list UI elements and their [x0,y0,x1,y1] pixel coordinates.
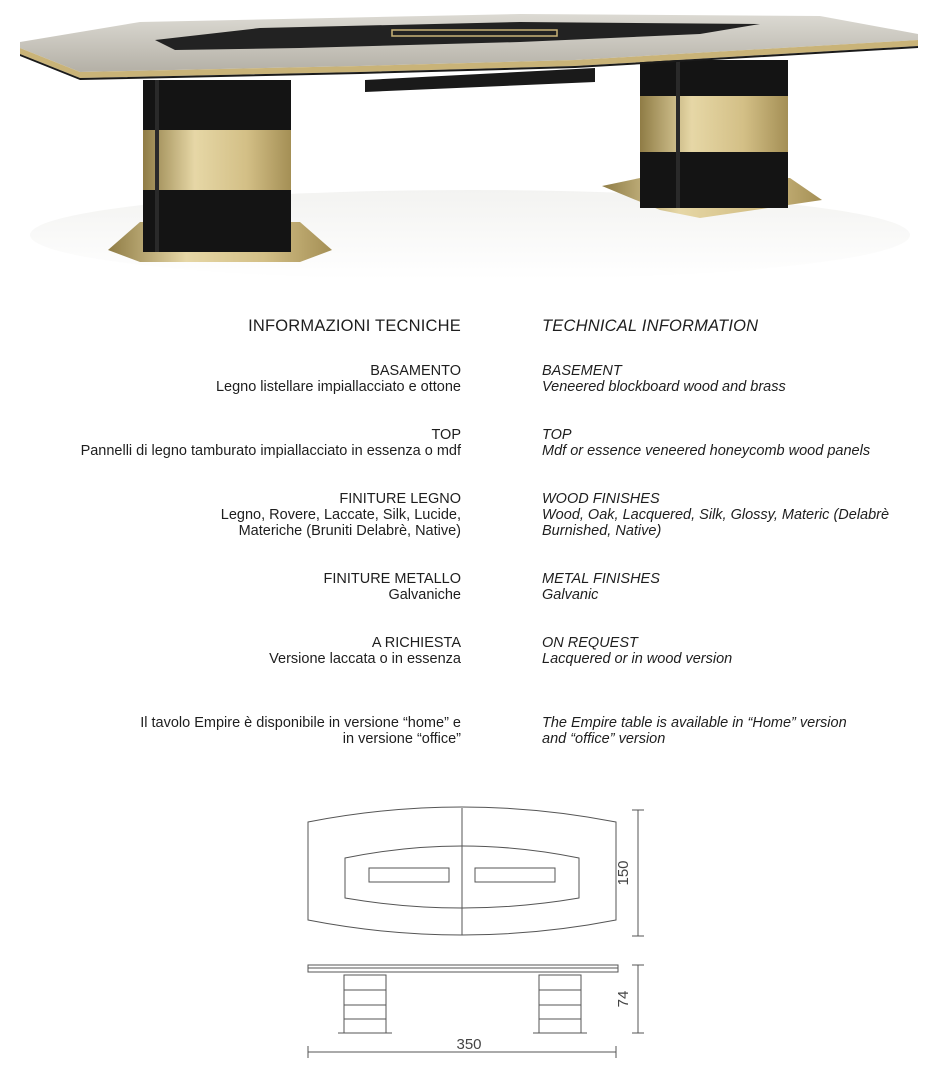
spec-value: Wood, Oak, Lacquered, Silk, Glossy, Materic (Delabrè [542,507,890,523]
spec-label: FINITURE METALLO [323,571,461,587]
spec-value: Materiche (Bruniti Delabrè, Native) [238,523,461,539]
italian-heading: INFORMAZIONI TECNICHE [248,317,461,335]
spec-label: METAL FINISHES [542,571,660,587]
spec-label: TOP [431,427,461,443]
plan-view-cutout-left [369,868,449,882]
spec-value: Burnished, Native) [542,523,662,539]
plan-view-cutout-right [475,868,555,882]
spec-label: A RICHIESTA [371,635,461,651]
english-heading: TECHNICAL INFORMATION [542,317,759,335]
spec-label: FINITURE LEGNO [339,491,461,507]
spec-value: Veneered blockboard wood and brass [542,379,786,395]
spec-label: ON REQUEST [542,635,638,651]
note-line: The Empire table is available in “Home” version [542,715,847,731]
spec-label: WOOD FINISHES [542,491,660,507]
spec-value: Galvaniche [388,587,461,603]
dimension-depth: 150 [615,860,632,886]
note-line: Il tavolo Empire è disponibile in versione “home” e [140,715,461,731]
product-photo-empire-table [0,0,945,290]
italian-technical-info [21,316,461,336]
spec-value: Versione laccata o in essenza [269,651,461,667]
spec-value: Legno, Rovere, Laccate, Silk, Lucide, [220,507,461,523]
note-line: and “office” version [542,731,666,747]
spec-value: Legno listellare impiallacciato e ottone [215,379,461,395]
spec-value: Galvanic [542,587,599,603]
spec-value: Lacquered or in wood version [542,651,733,667]
spec-label: BASAMENTO [370,363,461,379]
dimension-height: 74 [615,990,632,1008]
technical-drawing [290,800,660,1070]
spec-label: BASEMENT [542,363,622,379]
spec-value: Mdf or essence veneered honeycomb wood panels [542,443,871,459]
english-technical-info [542,316,937,336]
note-line: in versione “office” [342,731,461,747]
spec-label: TOP [542,427,572,443]
spec-value: Pannelli di legno tamburato impiallacciato in essenza o mdf [80,443,461,459]
dimension-length: 350 [456,1036,482,1053]
